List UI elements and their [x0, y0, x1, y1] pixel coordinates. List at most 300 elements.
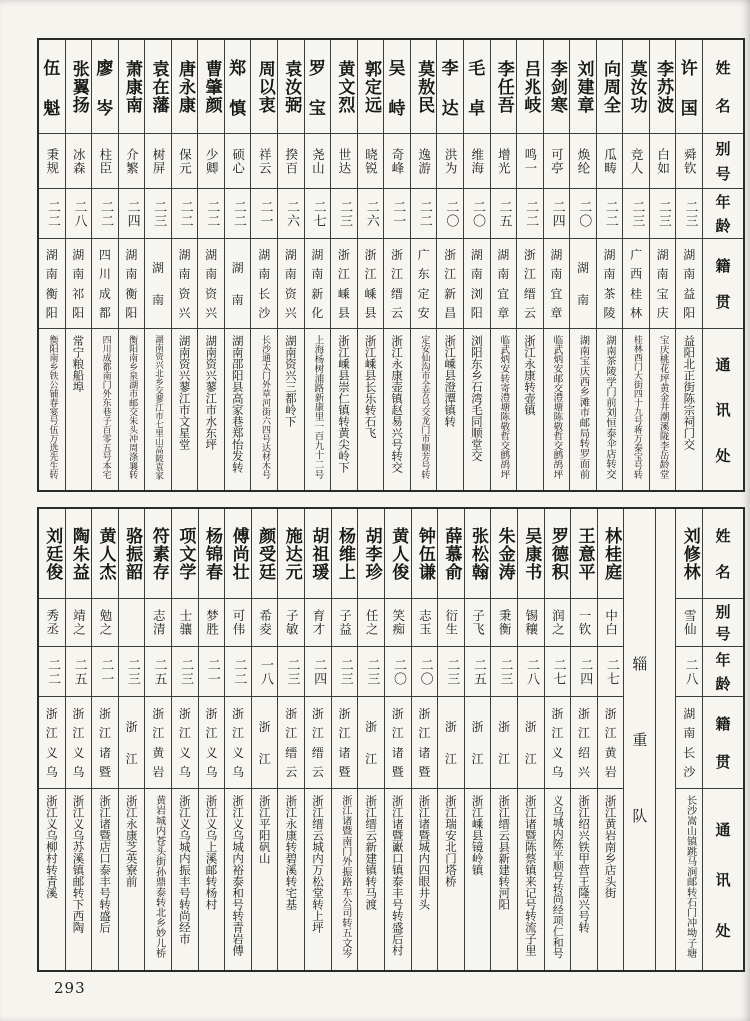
age-cell	[358, 189, 384, 239]
address-label: 浙江黄岩南乡店头街	[603, 795, 618, 899]
age-cell	[676, 647, 702, 697]
native-place-label: 湖 南	[151, 261, 164, 307]
address-cell	[464, 329, 490, 490]
alias-label: 育才	[310, 609, 326, 636]
age-cell	[305, 647, 331, 697]
name-cell	[465, 509, 491, 599]
name-label: 吴康书	[521, 526, 542, 581]
roster-column	[597, 40, 624, 490]
address-cell	[545, 789, 571, 970]
alias-cell	[92, 134, 118, 189]
address-label: 临武炳安邮交澧塘陈敬哲交鹧鸪坪	[551, 335, 563, 479]
alias-cell	[570, 134, 596, 189]
name-cell	[598, 509, 624, 599]
alias-cell	[305, 134, 331, 189]
age-cell	[545, 647, 571, 697]
alias-label: 任之	[364, 609, 380, 636]
alias-label: 希夌	[257, 609, 273, 636]
age-cell	[252, 647, 278, 697]
native-place-label: 广 西 桂 林	[630, 248, 643, 320]
name-label: 施达元	[281, 526, 302, 581]
alias-label: 焕纶	[575, 147, 591, 175]
address-cell	[571, 789, 597, 970]
age-value: 二二	[231, 657, 247, 686]
native-place-label: 浙 江 嵊 县	[364, 248, 377, 320]
roster-column	[278, 40, 305, 490]
alias-label: 勉之	[98, 609, 113, 636]
address-cell	[39, 329, 65, 490]
age-value: 二三	[444, 657, 460, 686]
alias-label: 尧山	[310, 147, 326, 175]
address-cell	[198, 329, 224, 490]
address-label: 衡阳南乡泉湖市邮交朱头冲周涤襄转	[127, 335, 138, 479]
section-divider-label: 辎 重 队	[632, 655, 648, 825]
alias-label: 志玉	[417, 609, 433, 636]
name-cell	[92, 40, 118, 134]
name-cell	[464, 40, 490, 134]
name-label: 黄文烈	[334, 59, 355, 114]
roster-column	[66, 509, 93, 970]
native-place-label: 浙 江	[125, 719, 138, 767]
native-place-cell	[676, 239, 702, 329]
alias-cell	[465, 599, 491, 647]
name-label: 朱金涛	[494, 526, 515, 581]
address-cell	[66, 329, 92, 490]
native-place-cell	[145, 697, 171, 789]
name-label: 袁汝弼	[281, 59, 302, 114]
name-label: 傅尚壮	[228, 526, 249, 581]
name-label: 杨锦春	[201, 526, 222, 581]
native-place-cell	[305, 697, 331, 789]
name-label: 李苏波	[653, 59, 674, 114]
alias-cell	[676, 134, 702, 189]
native-place-cell	[650, 239, 676, 329]
native-place-cell	[251, 239, 277, 329]
age-cell	[278, 189, 304, 239]
address-cell	[437, 329, 463, 490]
age-cell	[598, 647, 624, 697]
address-label: 桂林西门大街四十九号蒋万泰宝号转	[631, 335, 642, 479]
native-place-label: 湖 南 长 沙	[683, 706, 696, 780]
address-cell	[384, 329, 410, 490]
age-value: 二一	[204, 657, 220, 686]
name-cell	[676, 40, 702, 134]
age-cell	[145, 647, 171, 697]
age-cell	[305, 189, 331, 239]
name-label: 郭定远	[360, 59, 381, 114]
alias-label: 子飞	[470, 609, 486, 636]
name-label: 李剑寒	[546, 59, 567, 114]
name-cell	[597, 40, 623, 134]
name-label: 向周全	[600, 59, 621, 114]
native-place-cell	[145, 239, 171, 329]
address-label: 浙江诸暨陈蔡镇来记号转流子里	[523, 795, 538, 956]
age-value: 二五	[470, 657, 486, 686]
address-cell	[570, 329, 596, 490]
native-place-cell	[199, 697, 225, 789]
age-cell	[225, 647, 251, 697]
native-place-label: 浙 江 缙 云	[523, 248, 536, 320]
roster-column	[437, 40, 464, 490]
name-cell	[623, 40, 649, 134]
header-name	[703, 40, 743, 134]
name-cell	[491, 40, 517, 134]
alias-cell	[676, 599, 702, 647]
alias-cell	[545, 599, 571, 647]
native-place-cell	[331, 239, 357, 329]
address-cell	[172, 329, 198, 490]
age-cell	[66, 189, 92, 239]
alias-label: 靖之	[71, 609, 87, 636]
native-place-label: 浙 江 义 乌	[205, 706, 218, 780]
alias-label: 衍生	[443, 609, 459, 636]
native-place-cell	[119, 697, 145, 789]
native-place-label: 广 东 定 安	[417, 248, 430, 320]
roster-column	[491, 40, 518, 490]
address-label: 浙江嵊县镜岭镇	[470, 795, 485, 876]
native-place-cell	[597, 239, 623, 329]
address-cell	[385, 789, 411, 970]
native-place-label: 浙 江 义 乌	[551, 706, 564, 780]
age-cell	[571, 647, 597, 697]
section-divider-column	[624, 509, 656, 970]
name-cell	[544, 40, 570, 134]
age-value: 二六	[284, 199, 300, 228]
roster-column	[465, 509, 492, 970]
alias-cell	[437, 134, 463, 189]
roster-column	[172, 40, 199, 490]
alias-label: 保元	[177, 147, 193, 175]
address-label: 浙江诸暨店口泰丰号转盛后	[98, 795, 113, 933]
age-cell	[570, 189, 596, 239]
native-place-label: 浙 江 缙 云	[285, 706, 298, 780]
age-value: 二二	[416, 199, 432, 228]
address-label: 湖南资兴北乡交蓼江市七里山高陂袁家	[153, 335, 164, 480]
native-place-label: 湖 南 资 兴	[284, 248, 297, 320]
native-place-label: 湖 南	[231, 261, 244, 307]
native-place-label: 湖 南 长 沙	[258, 248, 271, 320]
alias-cell	[385, 599, 411, 647]
name-cell	[172, 509, 198, 599]
roster-column	[623, 40, 650, 490]
name-cell	[66, 40, 92, 134]
address-label: 浙江义乌苏溪镇邮转下西陶	[71, 795, 86, 933]
name-label: 黄人俊	[388, 526, 409, 581]
native-place-label: 湖 南 资 兴	[178, 248, 191, 320]
native-place-cell	[438, 697, 464, 789]
roster-column	[676, 40, 703, 490]
native-place-label: 浙 江 绍 兴	[577, 706, 590, 780]
name-label: 林桂庭	[601, 526, 622, 581]
native-place-cell	[623, 239, 649, 329]
address-label: 浙江缙云新建镇转马渡	[364, 795, 379, 910]
age-value: 二三	[629, 199, 645, 228]
native-place-cell	[278, 697, 304, 789]
address-cell	[491, 329, 517, 490]
age-value: 二三	[337, 657, 353, 686]
header-address-label: 通 讯 处	[715, 820, 731, 940]
native-place-cell	[544, 239, 570, 329]
address-label: 黄岩城内苍头街孙鼎泰转北乡妙儿桥	[153, 795, 165, 959]
native-place-cell	[464, 239, 490, 329]
age-value: 二七	[310, 199, 326, 228]
name-cell	[571, 509, 597, 599]
alias-cell	[278, 134, 304, 189]
name-label: 莫敖民	[414, 59, 435, 114]
age-value: 二三	[497, 657, 513, 686]
address-cell	[225, 789, 251, 970]
roster-column	[385, 509, 412, 970]
alias-label: 秉衡	[497, 609, 513, 636]
address-cell	[411, 329, 437, 490]
roster-column	[676, 509, 703, 970]
address-label: 湖南宝庆西乡滩市邮局转罗面前	[577, 335, 590, 480]
age-cell	[491, 647, 517, 697]
roster-column	[39, 509, 66, 970]
address-label: 浙江诸暨巚口镇泰丰号转盛后村	[390, 795, 405, 956]
name-cell	[384, 40, 410, 134]
name-label: 胡祖瑗	[308, 526, 329, 581]
address-label: 浙江嵊县长乐转石飞	[363, 335, 378, 439]
name-label: 罗 宝	[308, 59, 326, 119]
address-cell	[518, 789, 544, 970]
alias-cell	[251, 134, 277, 189]
native-place-label: 浙 江 义 乌	[45, 706, 58, 780]
age-value: 二四	[311, 657, 327, 686]
native-place-cell	[518, 697, 544, 789]
age-cell	[676, 189, 702, 239]
native-place-cell	[676, 697, 702, 789]
age-value: 二〇	[417, 657, 433, 686]
alias-cell	[411, 134, 437, 189]
age-cell	[119, 189, 145, 239]
alias-cell	[278, 599, 304, 647]
native-place-cell	[66, 239, 92, 329]
alias-label: 硕心	[230, 147, 246, 175]
native-place-cell	[39, 697, 65, 789]
native-place-label: 浙 江 诸 暨	[391, 706, 404, 780]
roster-column	[119, 40, 146, 490]
address-label: 衡阳南乡铁公铺春宴号伍万选先生转	[47, 335, 58, 479]
address-cell	[676, 789, 702, 970]
empty-column	[656, 509, 676, 970]
alias-label: 梦胜	[204, 609, 220, 636]
age-value: 二三	[178, 657, 194, 686]
age-cell	[437, 189, 463, 239]
alias-label: 笑痴	[390, 609, 406, 636]
age-cell	[332, 647, 358, 697]
native-place-cell	[39, 239, 65, 329]
roster-column	[358, 40, 385, 490]
name-label: 唐永康	[175, 59, 196, 114]
name-label: 罗德积	[547, 526, 568, 581]
name-label: 廖 岑	[96, 59, 114, 119]
age-value: 二五	[71, 657, 87, 686]
age-value: 二二	[523, 199, 539, 228]
native-place-label: 浙 江 义 乌	[72, 706, 85, 780]
address-label: 临武炳安转寄澧塘陈敬哲交鹧鸪坪	[498, 335, 510, 479]
address-label: 四川成都南门外东巷子百零五号本宅	[100, 335, 111, 479]
alias-cell	[491, 134, 517, 189]
roster-column	[66, 40, 93, 490]
age-cell	[384, 189, 410, 239]
age-cell	[385, 647, 411, 697]
address-cell	[278, 789, 304, 970]
alias-cell	[305, 599, 331, 647]
header-alias-label: 别 号	[715, 602, 731, 644]
age-cell	[491, 189, 517, 239]
native-place-cell	[66, 697, 92, 789]
roster-column	[544, 40, 571, 490]
header-address	[703, 789, 743, 970]
address-cell	[305, 329, 331, 490]
name-label: 刘建章	[573, 59, 594, 114]
header-alias-label: 别 号	[715, 140, 731, 183]
header-native	[703, 239, 743, 329]
address-cell	[491, 789, 517, 970]
native-place-label: 浙 江 诸 暨	[99, 706, 112, 780]
name-label: 莫汝功	[626, 59, 647, 114]
alias-label: 鸣一	[522, 147, 538, 175]
address-cell	[119, 329, 145, 490]
age-value: 二四	[124, 199, 140, 228]
roster-column	[198, 40, 225, 490]
alias-label: 白如	[655, 147, 671, 175]
header-column	[703, 40, 743, 490]
alias-cell	[544, 134, 570, 189]
name-cell	[92, 509, 118, 599]
header-name	[703, 509, 743, 599]
header-native-label: 籍 贯	[715, 715, 731, 771]
native-place-label: 湖 南 益 阳	[683, 248, 696, 320]
age-value: 二一	[390, 199, 406, 228]
header-name-label: 姓 名	[715, 526, 731, 582]
native-place-label: 湖 南	[576, 261, 589, 307]
native-place-label: 浙 江 诸 暨	[418, 706, 431, 780]
address-label: 浙江义乌上溪邮转杨村	[204, 795, 219, 910]
name-label: 王意平	[574, 526, 595, 581]
age-cell	[464, 189, 490, 239]
name-cell	[145, 509, 171, 599]
name-cell	[199, 509, 225, 599]
age-value: 一八	[257, 657, 273, 686]
alias-cell	[172, 599, 198, 647]
age-cell	[92, 189, 118, 239]
address-label: 湖南茶陵学门前刘恒泰伞店转交	[603, 335, 616, 480]
name-label: 颜受廷	[255, 526, 276, 581]
age-value: 二五	[496, 199, 512, 228]
name-label: 钟伍谦	[414, 526, 435, 581]
native-place-cell	[465, 697, 491, 789]
age-cell	[518, 647, 544, 697]
address-label: 浏阳东乡石湾毛同顺堂交	[469, 335, 484, 462]
age-cell	[597, 189, 623, 239]
address-cell	[251, 329, 277, 490]
name-label: 张翼扬	[68, 59, 89, 114]
address-cell	[39, 789, 65, 970]
name-label: 刘修林	[679, 526, 700, 581]
name-label: 薛慕俞	[441, 526, 462, 581]
roster-column	[225, 40, 252, 490]
address-label: 浙江永康转碧溪转宅基	[284, 795, 299, 910]
alias-label: 一钦	[576, 609, 592, 636]
name-cell	[119, 40, 145, 134]
address-label: 浙江永康壶镇赵易兴号转交	[390, 335, 405, 473]
native-place-cell	[198, 239, 224, 329]
age-value: 二七	[550, 657, 566, 686]
roster-column	[92, 509, 119, 970]
alias-cell	[598, 599, 624, 647]
native-place-cell	[491, 239, 517, 329]
roster-column	[411, 40, 438, 490]
name-cell	[278, 509, 304, 599]
address-label: 定安仙沟市全芳号交龙门市顺芳号转	[419, 335, 430, 479]
roster-column	[199, 509, 226, 970]
alias-cell	[145, 599, 171, 647]
alias-cell	[252, 599, 278, 647]
roster-column	[145, 40, 172, 490]
alias-label: 润之	[550, 609, 566, 636]
alias-label: 奇峰	[390, 147, 406, 175]
age-cell	[465, 647, 491, 697]
name-label: 项文学	[175, 526, 196, 581]
alias-cell	[384, 134, 410, 189]
address-cell	[252, 789, 278, 970]
address-cell	[92, 789, 118, 970]
age-cell	[251, 189, 277, 239]
address-cell	[119, 789, 145, 970]
age-cell	[39, 189, 65, 239]
age-value: 二〇	[390, 657, 406, 686]
alias-cell	[438, 599, 464, 647]
alias-label: 中白	[603, 609, 619, 636]
native-place-cell	[437, 239, 463, 329]
age-value: 二三	[284, 657, 300, 686]
native-place-cell	[225, 239, 251, 329]
alias-label: 介繁	[124, 147, 140, 175]
name-cell	[438, 509, 464, 599]
alias-cell	[517, 134, 543, 189]
alias-cell	[332, 599, 358, 647]
name-cell	[385, 509, 411, 599]
roster-column	[39, 40, 66, 490]
age-cell	[66, 647, 92, 697]
native-place-label: 浙 江	[524, 719, 537, 767]
address-label: 长沙嵩山镇跳马涧邮转石门冲坳子塘	[684, 795, 696, 959]
age-value: 二〇	[576, 199, 592, 228]
native-place-label: 四 川 成 都	[98, 248, 111, 320]
name-cell	[331, 40, 357, 134]
native-place-cell	[172, 697, 198, 789]
name-cell	[305, 509, 331, 599]
address-cell	[676, 329, 702, 490]
age-value: 二二	[602, 199, 618, 228]
name-label: 骆振韶	[122, 526, 143, 581]
alias-cell	[92, 599, 118, 647]
age-cell	[225, 189, 251, 239]
age-value: 二七	[603, 657, 619, 686]
alias-cell	[172, 134, 198, 189]
alias-label: 少卿	[204, 147, 220, 175]
address-cell	[412, 789, 438, 970]
name-label: 萧康南	[121, 59, 142, 114]
roster-column	[251, 40, 278, 490]
alias-cell	[119, 134, 145, 189]
roster-column	[598, 509, 625, 970]
native-place-cell	[358, 697, 384, 789]
address-cell	[172, 789, 198, 970]
roster-column	[464, 40, 491, 490]
